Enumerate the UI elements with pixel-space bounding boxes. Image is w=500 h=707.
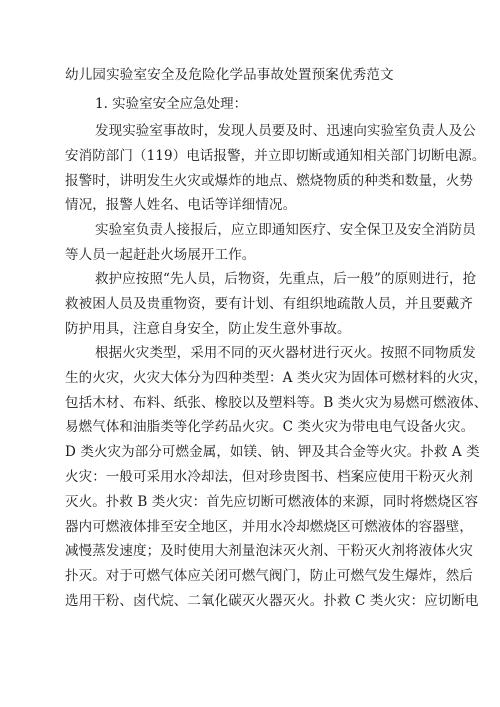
paragraph-line: 发现实验室事故时，发现人员要及时、迅速向实验室负责人及公 (95, 123, 476, 139)
paragraph-line: 火灾：一般可采用水冷却法，但对珍贵图书、档案应使用干粉灭火剂 (65, 468, 473, 485)
paragraph-line: 生的火灾，火灾大体分为四种类型：A 类火灾为固体可燃材料的火灾， (65, 369, 488, 386)
paragraph-rescue-principle (65, 267, 477, 341)
paragraph-report-procedure (65, 119, 486, 218)
document-title: 幼儿园实验室安全及危险化学品事故处置预案优秀范文 (65, 67, 394, 83)
paragraph-line: 易燃气体和油脂类等化学药品火灾。C 类火灾为带电电气设备火灾。 (65, 419, 475, 436)
paragraph-line: 报警时，讲明发生火灾或爆炸的地点、燃烧物质的种类和数量，火势 (65, 172, 473, 189)
paragraph-line: 等人员一起赶赴火场展开工作。 (65, 246, 256, 263)
paragraph-line: 实验室负责人接报后，应立即通知医疗、安全保卫及安全消防员 (95, 222, 476, 238)
paragraph-line: D 类火灾为部分可燃金属，如镁、钠、钾及其合金等火灾。扑救 A 类 (65, 444, 480, 461)
paragraph-line: 防护用具，注意自身安全，防止发生意外事故。 (65, 320, 351, 337)
paragraph-line: 情况，报警人姓名、电话等详细情况。 (65, 197, 297, 214)
paragraph-line: 选用干粉、卤代烷、二氧化碳灭火器灭火。扑救 C 类火灾：应切断电 (65, 592, 479, 609)
paragraph-line: 扑灭。对于可燃气体应关闭可燃气阀门，防止可燃气发生爆炸，然后 (65, 568, 473, 585)
paragraph-line: 救护应按照“先人员，后物资，先重点，后一般”的原则进行，抢 (95, 271, 477, 287)
paragraph-line: 器内可燃液体排至安全地区，并用水冷却燃烧区可燃液体的容器壁， (65, 518, 473, 535)
paragraph-line: 根据火灾类型，采用不同的灭火器材进行灭火。按照不同物质发 (95, 345, 476, 361)
paragraph-lab-supervisor (65, 218, 476, 268)
paragraph-line: 灭火。扑救 B 类火灾：首先应切断可燃液体的来源，同时将燃烧区容 (65, 493, 479, 510)
section-heading: 1. 实验室安全应急处理： (95, 96, 248, 112)
paragraph-line: 包括木材、布料、纸张、橡胶以及塑料等。B 类火灾为易燃可燃液体、 (65, 394, 488, 411)
paragraph-line: 安消防部门（119）电话报警，并立即切断或通知相关部门切断电源。 (65, 147, 486, 164)
paragraph-line: 减慢蒸发速度；及时使用大剂量泡沫灭火剂、干粉灭火剂将液体火灾 (65, 543, 473, 560)
paragraph-line: 救被困人员及贵重物资，要有计划、有组织地疏散人员，并且要戴齐 (65, 295, 473, 312)
paragraph-fire-types (65, 341, 488, 614)
